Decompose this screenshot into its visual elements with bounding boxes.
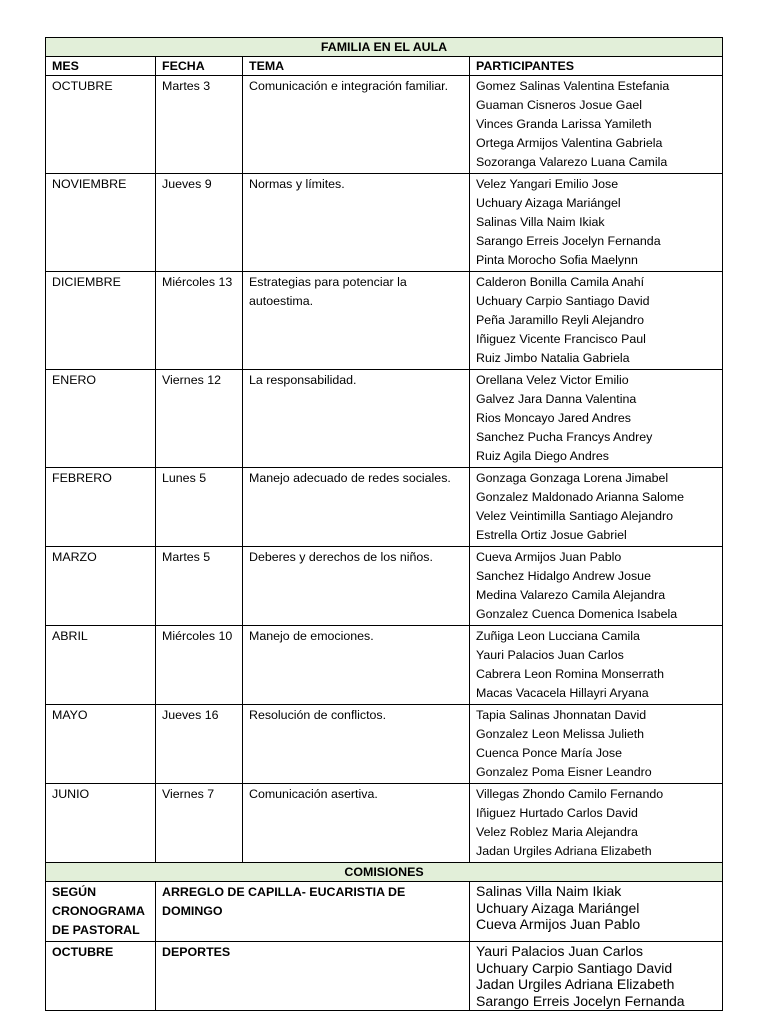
commission-label: OCTUBRE <box>46 942 156 1011</box>
participant-name: Uchuary Aizaga Mariángel <box>476 899 640 916</box>
cell-tema: Manejo de emociones. <box>243 626 470 705</box>
cell-participantes <box>470 174 723 272</box>
commission-participants <box>470 882 723 942</box>
cell-fecha: Martes 3 <box>156 76 243 174</box>
participant-name: Cuenca Ponce María Jose <box>476 746 623 760</box>
participant-name: Velez Veintimilla Santiago Alejandro <box>476 509 674 523</box>
header-row <box>46 57 723 76</box>
table-row <box>46 547 723 626</box>
participant-name: Cueva Armijos Juan Pablo <box>476 916 641 932</box>
header-participantes: PARTICIPANTES <box>470 57 723 76</box>
participant-name: Uchuary Carpio Santiago David <box>476 959 673 976</box>
commission-row <box>46 882 723 942</box>
cell-participantes <box>470 272 723 370</box>
cell-participantes <box>470 705 723 784</box>
familia-table <box>45 37 723 1011</box>
cell-tema: La responsabilidad. <box>243 370 470 468</box>
table-row <box>46 784 723 863</box>
cell-fecha: Viernes 12 <box>156 370 243 468</box>
participant-name: Jadan Urgiles Adriana Elizabeth <box>476 844 652 858</box>
cell-tema: Normas y límites. <box>243 174 470 272</box>
cell-mes: NOVIEMBRE <box>46 174 156 272</box>
participant-name: Medina Valarezo Camila Alejandra <box>476 588 666 602</box>
participant-name: Orellana Velez Victor Emilio <box>476 373 629 387</box>
table-row <box>46 272 723 370</box>
cell-tema: Resolución de conflictos. <box>243 705 470 784</box>
table-row <box>46 370 723 468</box>
table-row <box>46 76 723 174</box>
participant-name: Jadan Urgiles Adriana Elizabeth <box>476 976 675 992</box>
cell-participantes <box>470 370 723 468</box>
cell-participantes <box>470 626 723 705</box>
participant-name: Ortega Armijos Valentina Gabriela <box>476 136 663 150</box>
participant-name: Gonzalez Maldonado Arianna Salome <box>476 490 685 504</box>
commission-row <box>46 942 723 1011</box>
participant-name: Gonzalez Cuenca Domenica Isabela <box>476 607 678 621</box>
participant-name: Calderon Bonilla Camila Anahí <box>476 275 645 289</box>
commission-participants <box>470 942 723 1011</box>
participant-name: Vinces Granda Larissa Yamileth <box>476 117 652 131</box>
table-title: FAMILIA EN EL AULA <box>46 38 723 57</box>
participant-name: Gonzalez Poma Eisner Leandro <box>476 765 652 779</box>
header-tema: TEMA <box>243 57 470 76</box>
participant-name: Zuñiga Leon Lucciana Camila <box>476 629 640 643</box>
cell-participantes <box>470 784 723 863</box>
participant-name: Rios Moncayo Jared Andres <box>476 411 631 425</box>
cell-mes: MAYO <box>46 705 156 784</box>
participant-name: Gomez Salinas Valentina Estefania <box>476 79 670 93</box>
participant-name: Pinta Morocho Sofia Maelynn <box>476 253 638 267</box>
cell-participantes <box>470 547 723 626</box>
participant-name: Sanchez Pucha Francys Andrey <box>476 430 653 444</box>
participant-name: Iñiguez Hurtado Carlos David <box>476 806 638 820</box>
participant-name: Sarango Erreis Jocelyn Fernanda <box>476 992 685 1009</box>
participant-name: Guaman Cisneros Josue Gael <box>476 98 642 112</box>
participant-name: Salinas Villa Naim Ikiak <box>476 883 622 899</box>
header-mes: MES <box>46 57 156 76</box>
cell-fecha: Miércoles 10 <box>156 626 243 705</box>
participant-name: Sarango Erreis Jocelyn Fernanda <box>476 234 661 248</box>
table-row <box>46 626 723 705</box>
commission-label: SEGÚN CRONOGRAMA DE PASTORAL <box>46 882 156 942</box>
participant-name: Uchuary Carpio Santiago David <box>476 294 650 308</box>
cell-participantes <box>470 468 723 547</box>
participant-name: Galvez Jara Danna Valentina <box>476 392 637 406</box>
cell-tema: Deberes y derechos de los niños. <box>243 547 470 626</box>
participant-name: Yauri Palacios Juan Carlos <box>476 648 624 662</box>
participant-name: Ruiz Jimbo Natalia Gabriela <box>476 351 630 365</box>
participant-name: Salinas Villa Naim Ikiak <box>476 215 605 229</box>
participant-name: Sanchez Hidalgo Andrew Josue <box>476 569 651 583</box>
participant-name: Macas Vacacela Hillayri Aryana <box>476 686 649 700</box>
commission-task: DEPORTES <box>156 942 470 1011</box>
cell-fecha: Lunes 5 <box>156 468 243 547</box>
cell-tema: Comunicación e integración familiar. <box>243 76 470 174</box>
participant-name: Villegas Zhondo Camilo Fernando <box>476 787 664 801</box>
header-fecha: FECHA <box>156 57 243 76</box>
cell-mes: OCTUBRE <box>46 76 156 174</box>
participant-name: Estrella Ortiz Josue Gabriel <box>476 528 627 542</box>
commissions-title-row <box>46 863 723 882</box>
cell-mes: DICIEMBRE <box>46 272 156 370</box>
table-row <box>46 705 723 784</box>
participant-name: Velez Yangari Emilio Jose <box>476 177 619 191</box>
table-row <box>46 174 723 272</box>
cell-fecha: Jueves 16 <box>156 705 243 784</box>
participant-name: Tapia Salinas Jhonnatan David <box>476 708 647 722</box>
participant-name: Ruiz Agila Diego Andres <box>476 449 609 463</box>
participant-name: Sozoranga Valarezo Luana Camila <box>476 155 668 169</box>
participant-name: Gonzaga Gonzaga Lorena Jimabel <box>476 471 669 485</box>
cell-mes: JUNIO <box>46 784 156 863</box>
cell-fecha: Miércoles 13 <box>156 272 243 370</box>
cell-participantes <box>470 76 723 174</box>
cell-mes: ABRIL <box>46 626 156 705</box>
participant-name: Uchuary Aizaga Mariángel <box>476 196 621 210</box>
participant-name: Velez Roblez Maria Alejandra <box>476 825 638 839</box>
title-row <box>46 38 723 57</box>
participant-name: Yauri Palacios Juan Carlos <box>476 943 644 959</box>
participant-name: Cabrera Leon Romina Monserrath <box>476 667 665 681</box>
cell-fecha: Jueves 9 <box>156 174 243 272</box>
commission-task: ARREGLO DE CAPILLA- EUCARISTIA DE DOMINGO <box>156 882 470 942</box>
participant-name: Peña Jaramillo Reyli Alejandro <box>476 313 645 327</box>
participant-name: Gonzalez Leon Melissa Julieth <box>476 727 645 741</box>
cell-mes: ENERO <box>46 370 156 468</box>
commissions-title: COMISIONES <box>46 863 723 882</box>
participant-name: Cueva Armijos Juan Pablo <box>476 550 622 564</box>
participant-name: Iñiguez Vicente Francisco Paul <box>476 332 646 346</box>
cell-tema: Manejo adecuado de redes sociales. <box>243 468 470 547</box>
table-row <box>46 468 723 547</box>
document-sheet <box>45 37 722 1011</box>
cell-mes: FEBRERO <box>46 468 156 547</box>
cell-fecha: Viernes 7 <box>156 784 243 863</box>
cell-tema: Estrategias para potenciar la autoestima. <box>243 272 470 370</box>
cell-mes: MARZO <box>46 547 156 626</box>
cell-tema: Comunicación asertiva. <box>243 784 470 863</box>
cell-fecha: Martes 5 <box>156 547 243 626</box>
